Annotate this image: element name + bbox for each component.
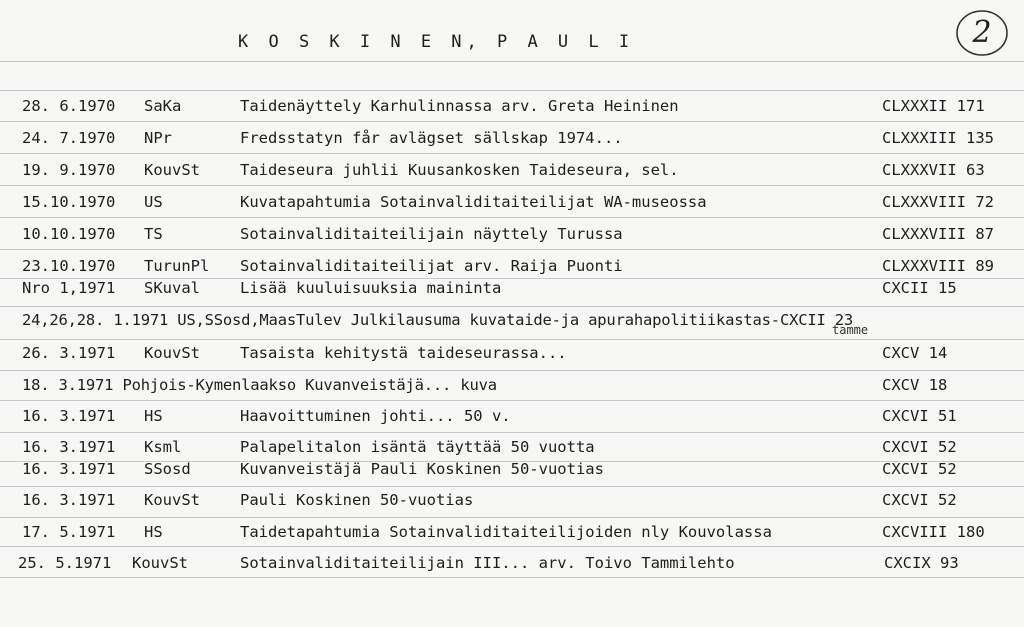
- entry-date: 23.10.1970: [22, 257, 116, 275]
- rule-line: [0, 370, 1024, 371]
- rule-line: [0, 217, 1024, 218]
- entry-reference: CXCVIII 180: [882, 523, 985, 541]
- entry-date: 16. 3.1971: [22, 460, 116, 478]
- entry-source: SaKa: [144, 97, 182, 115]
- entry-date: 10.10.1970: [22, 225, 116, 243]
- entry-source: KouvSt: [144, 161, 200, 179]
- entry-reference: CXCVI 52: [882, 460, 957, 478]
- entry-reference: CXCII 15: [882, 279, 957, 297]
- entry-row: [0, 225, 1024, 249]
- entry-reference: CXCVI 51: [882, 407, 957, 425]
- entry-title: Sotainvaliditaiteilijain näyttely Turussa: [240, 225, 623, 243]
- entry-reference: CXCV 14: [882, 344, 948, 362]
- rule-line: [0, 432, 1024, 433]
- rule-line: [0, 517, 1024, 518]
- entry-row: [0, 407, 1024, 431]
- entry-row: [0, 438, 1024, 462]
- entry-reference: CXCVI 52: [882, 491, 957, 509]
- entry-row: [0, 279, 1024, 303]
- entry-date: 16. 3.1971: [22, 491, 116, 509]
- rule-line: [0, 249, 1024, 250]
- rule-line: [0, 90, 1024, 91]
- entry-title: Taidetapahtumia Sotainvaliditaiteilijoiden nly Kouvolassa: [240, 523, 772, 541]
- page-number: 2: [972, 15, 992, 50]
- entry-source: TurunPl: [144, 257, 210, 275]
- entry-source: TS: [144, 225, 163, 243]
- rule-line: [0, 400, 1024, 401]
- entry-row: [0, 460, 1024, 484]
- page-number-badge: [955, 8, 1009, 58]
- entry-source: SKuval: [144, 279, 200, 297]
- rule-line: [0, 61, 1024, 62]
- entry-date: 24. 7.1970: [22, 129, 116, 147]
- entry-title: Lisää kuuluisuuksia maininta: [240, 279, 502, 297]
- entry-title: Taideseura juhlii Kuusankosken Taideseura, sel.: [240, 161, 679, 179]
- entry-source: KouvSt: [144, 491, 200, 509]
- entry-source: SSosd: [144, 460, 191, 478]
- entry-date: 28. 6.1970: [22, 97, 116, 115]
- entry-reference: CXCIX 93: [884, 554, 959, 572]
- entry-title: Pauli Koskinen 50-vuotias: [240, 491, 474, 509]
- entry-source: HS: [144, 523, 163, 541]
- entry-date: Nro 1,1971: [22, 279, 116, 297]
- entry-date: 16. 3.1971: [22, 438, 116, 456]
- entry-date: 19. 9.1970: [22, 161, 116, 179]
- entry-row: [0, 97, 1024, 121]
- entry-title: Sotainvaliditaiteilijain III... arv. Toivo Tammilehto: [240, 554, 735, 572]
- entry-source: KouvSt: [144, 344, 200, 362]
- entry-row: [0, 554, 1024, 578]
- entry-row: [0, 523, 1024, 547]
- entry-row: [0, 311, 1024, 335]
- entry-title: Haavoittuminen johti... 50 v.: [240, 407, 511, 425]
- entry-row: [0, 344, 1024, 368]
- entry-reference: CLXXXVIII 89: [882, 257, 994, 275]
- rule-line: [0, 486, 1024, 487]
- entry-date: 15.10.1970: [22, 193, 116, 211]
- rule-line: [0, 121, 1024, 122]
- handwritten-note: tamme: [832, 323, 869, 337]
- entry-row: [0, 129, 1024, 153]
- entry-source: HS: [144, 407, 163, 425]
- entry-date: 17. 5.1971: [22, 523, 116, 541]
- entry-title: Sotainvaliditaiteilijat arv. Raija Puonti: [240, 257, 623, 275]
- entry-reference: CLXXXVII 63: [882, 161, 985, 179]
- entry-reference: CLXXXVIII 72: [882, 193, 994, 211]
- entry-reference: CXCVI 52: [882, 438, 957, 456]
- entry-title: Kuvatapahtumia Sotainvaliditaiteilijat WA-museossa: [240, 193, 707, 211]
- entry-row: [0, 193, 1024, 217]
- rule-line: [0, 153, 1024, 154]
- entry-source: US: [144, 193, 163, 211]
- rule-line: [0, 306, 1024, 307]
- entry-title: Tasaista kehitystä taideseurassa...: [240, 344, 567, 362]
- rule-line: [0, 339, 1024, 340]
- entry-date: 25. 5.1971: [18, 554, 112, 572]
- entry-reference: CXCV 18: [882, 376, 948, 394]
- entry-date: 16. 3.1971: [22, 407, 116, 425]
- entry-title: Fredsstatyn får avlägset sällskap 1974...: [240, 129, 623, 147]
- entry-source: Ksml: [144, 438, 182, 456]
- entry-full-line: 24,26,28. 1.1971 US,SSosd,MaasTulev Julkilausuma kuvataide-ja apurahapolitiikastas-CXCII 23: [22, 311, 853, 329]
- entry-row: [0, 161, 1024, 185]
- entry-full-line: 18. 3.1971 Pohjois-Kymenlaakso Kuvanveistäjä... kuva: [22, 376, 497, 394]
- entry-title: Palapelitalon isäntä täyttää 50 vuotta: [240, 438, 595, 456]
- entry-title: Taidenäyttely Karhulinnassa arv. Greta Heininen: [240, 97, 679, 115]
- entry-title: Kuvanveistäjä Pauli Koskinen 50-vuotias: [240, 460, 604, 478]
- card-title: K O S K I N E N, P A U L I: [238, 32, 635, 52]
- entry-reference: CLXXXIII 135: [882, 129, 994, 147]
- entry-row: [0, 376, 1024, 400]
- entry-row: [0, 491, 1024, 515]
- entry-source: NPr: [144, 129, 172, 147]
- entry-row: [0, 257, 1024, 281]
- rule-line: [0, 185, 1024, 186]
- entry-reference: CLXXXVIII 87: [882, 225, 994, 243]
- entry-date: 26. 3.1971: [22, 344, 116, 362]
- entry-reference: CLXXXII 171: [882, 97, 985, 115]
- entry-source: KouvSt: [132, 554, 188, 572]
